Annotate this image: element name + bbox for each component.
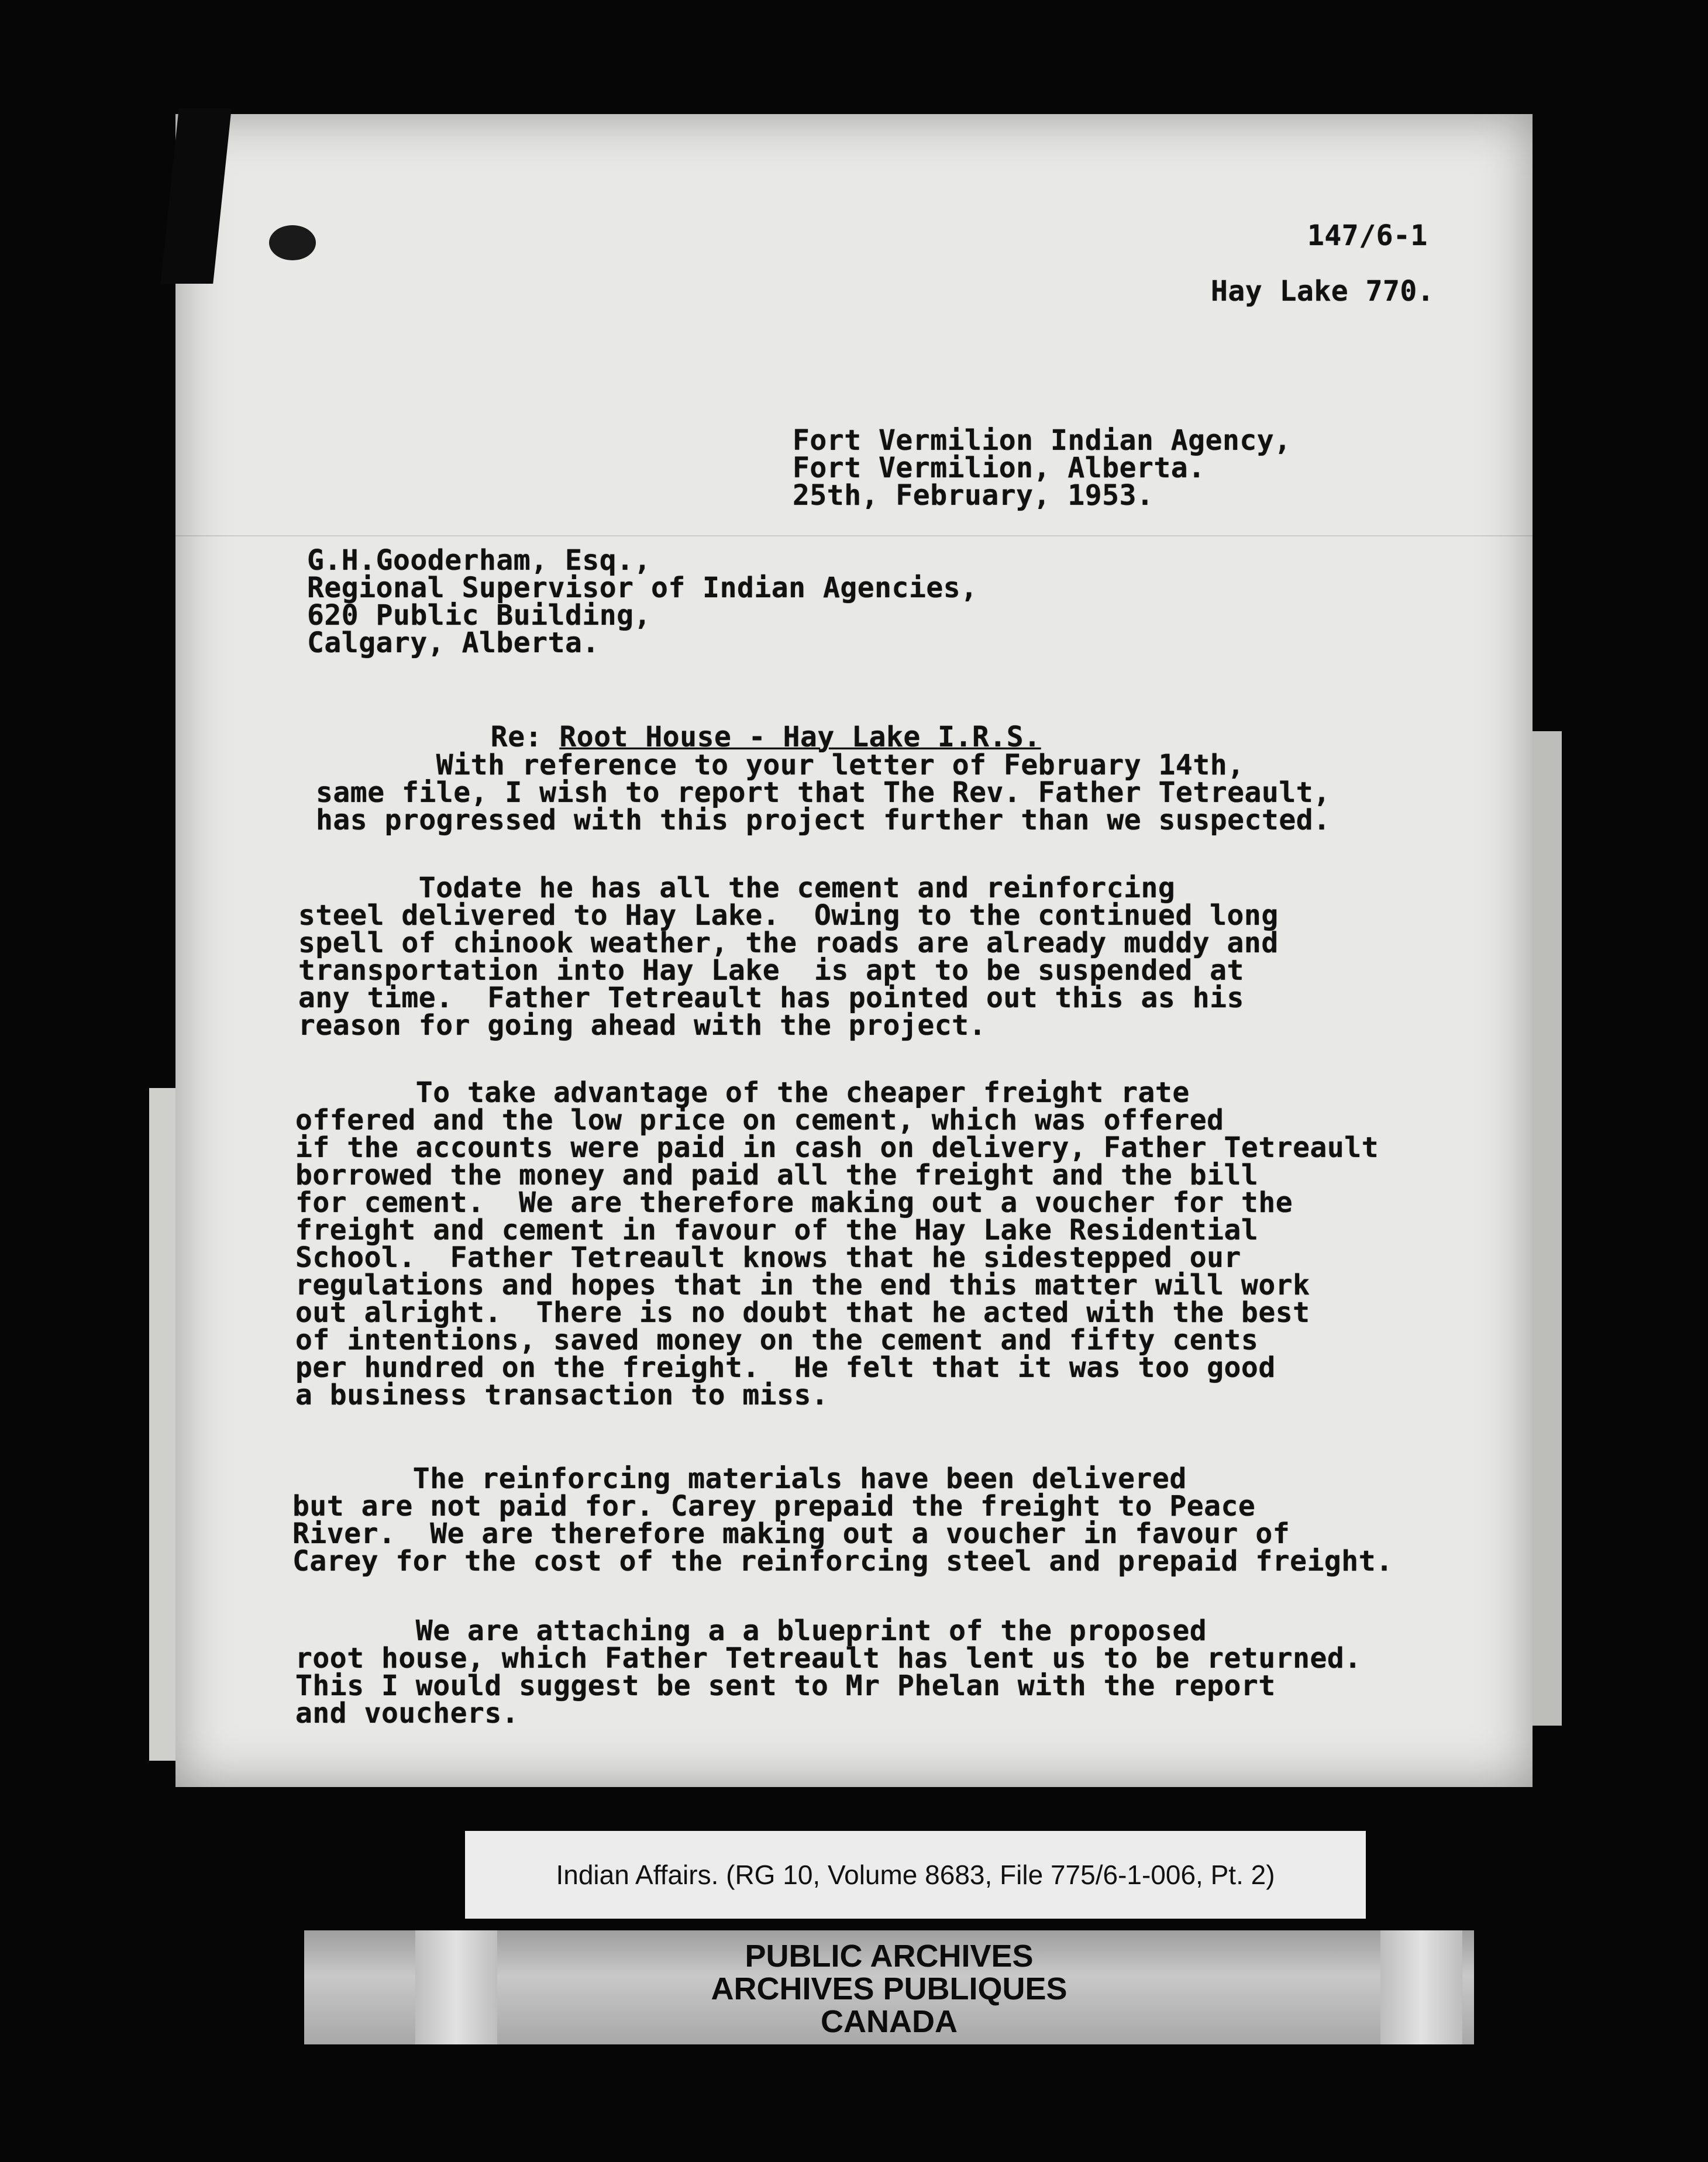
archive-stamp-strip [304, 1930, 1474, 2044]
paragraph-line: This I would suggest be sent to Mr Phelan with the report [295, 1669, 1276, 1702]
paragraph-line: We are attaching a a blueprint of the proposed [295, 1614, 1207, 1647]
subject-text: Root House - Hay Lake I.R.S. [559, 721, 1041, 753]
recipient-line: Calgary, Alberta. [307, 626, 600, 659]
archive-reference-text: Indian Affairs. (RG 10, Volume 8683, File 775/6-1-006, Pt. 2) [556, 1860, 1275, 1890]
paragraph-line: The reinforcing materials have been delivered [292, 1462, 1187, 1495]
torn-corner [160, 108, 232, 284]
recipient-line: Regional Supervisor of Indian Agencies, [307, 572, 978, 604]
paragraph-line: To take advantage of the cheaper freight rate [295, 1076, 1190, 1109]
paragraph-line: Todate he has all the cement and reinforcing [298, 872, 1176, 904]
archive-stamp-line: CANADA [821, 2004, 958, 2039]
paragraph-line: a business transaction to miss. [295, 1379, 829, 1412]
paragraph-line: has progressed with this project further than we suspected. [316, 804, 1331, 836]
paragraph-line: Carey for the cost of the reinforcing steel and prepaid freight. [292, 1545, 1393, 1578]
paragraph-line: freight and cement in favour of the Hay Lake Residential [295, 1214, 1259, 1247]
subject-line [456, 696, 1041, 751]
sender-address [793, 424, 1292, 512]
file-number: 147/6-1 [1307, 219, 1428, 252]
subject-prefix: Re: [490, 721, 542, 753]
archive-stamp [304, 1940, 1474, 2038]
body-paragraph-2 [298, 872, 1279, 1042]
archive-stamp-line: PUBLIC ARCHIVES [745, 1939, 1034, 1974]
paragraph-line: reason for going ahead with the project. [298, 1009, 986, 1042]
body-paragraph-1 [316, 749, 1331, 836]
paragraph-line: but are not paid for. Carey prepaid the freight to Peace [292, 1490, 1256, 1523]
recipient-line: 620 Public Building, [307, 599, 651, 632]
letter-date: 25th, February, 1953. [793, 479, 1154, 512]
body-paragraph-5 [295, 1614, 1362, 1730]
paragraph-line: and vouchers. [295, 1697, 519, 1730]
archive-reference-label [465, 1831, 1366, 1919]
file-reference: Hay Lake 770. [1211, 275, 1435, 308]
archive-stamp-line: ARCHIVES PUBLIQUES [711, 1971, 1068, 2006]
paragraph-line: of intentions, saved money on the cement and fifty cents [295, 1324, 1259, 1357]
paragraph-line: same file, I wish to report that The Rev. Father Tetreault, [316, 776, 1331, 809]
paragraph-line: School. Father Tetreault knows that he sidestepped our [295, 1241, 1241, 1274]
ink-stain [269, 225, 316, 260]
fold-line [175, 535, 1533, 536]
recipient-address [307, 544, 978, 659]
paragraph-line: regulations and hopes that in the end this matter will work [295, 1269, 1310, 1302]
paragraph-line: spell of chinook weather, the roads are already muddy and [298, 927, 1279, 959]
paragraph-line: per hundred on the freight. He felt that it was too good [295, 1351, 1276, 1384]
paragraph-line: if the accounts were paid in cash on delivery, Father Tetreault [295, 1131, 1379, 1164]
body-paragraph-4 [292, 1462, 1393, 1578]
paragraph-line: any time. Father Tetreault has pointed out this as his [298, 982, 1244, 1014]
paragraph-line: River. We are therefore making out a voucher in favour of [292, 1517, 1290, 1550]
paragraph-line: borrowed the money and paid all the freight and the bill [295, 1159, 1259, 1192]
paragraph-line: offered and the low price on cement, which was offered [295, 1104, 1224, 1137]
address-line: Fort Vermilion, Alberta. [793, 452, 1206, 484]
paragraph-line: transportation into Hay Lake is apt to be suspended at [298, 954, 1244, 987]
paragraph-line: root house, which Father Tetreault has lent us to be returned. [295, 1642, 1362, 1675]
address-line: Fort Vermilion Indian Agency, [793, 424, 1292, 457]
paragraph-line: With reference to your letter of February 14th, [316, 749, 1245, 782]
torn-corner [199, 108, 216, 190]
paragraph-line: out alright. There is no doubt that he acted with the best [295, 1296, 1310, 1329]
recipient-line: G.H.Gooderham, Esq., [307, 544, 651, 577]
body-paragraph-3 [295, 1076, 1379, 1412]
paragraph-line: for cement. We are therefore making out a voucher for the [295, 1186, 1293, 1219]
paragraph-line: steel delivered to Hay Lake. Owing to the continued long [298, 899, 1279, 932]
